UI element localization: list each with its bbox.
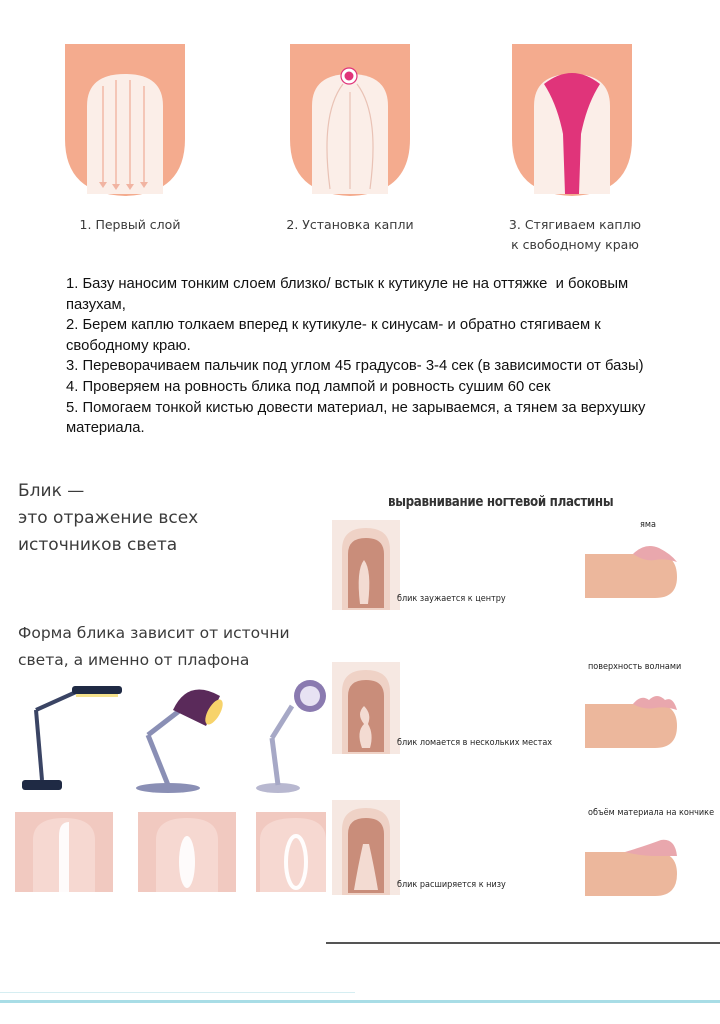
leveling-nail-label-2: блик ломается в нескольких местах <box>397 738 553 748</box>
footer-line <box>0 1000 720 1003</box>
instruction-1: 1. Базу наносим тонким слоем близко/ встык к кутикуле не на оттяжке и боковым пазухам, <box>66 276 633 313</box>
finger-side-volume-icon <box>585 822 685 902</box>
blik-line-3: источников света <box>18 535 178 555</box>
leveling-bottom-border <box>326 942 720 944</box>
blik-shape-line-1: Форма блика зависит от источни <box>18 624 290 642</box>
lamp-classic-icon <box>128 680 228 795</box>
leveling-nail-2 <box>332 662 400 754</box>
blik-shape-line-2: света, а именно от плафона <box>18 651 250 669</box>
step-3-caption-line1: 3. Стягиваем каплю <box>508 217 642 232</box>
leveling-title: выравнивание ногтевой пластины <box>388 494 614 510</box>
leveling-nail-label-3: блик расширяется к низу <box>397 880 506 890</box>
nail-highlight-architect <box>15 812 113 892</box>
lamp-architect-icon <box>14 680 124 795</box>
leveling-side-label-3: объём материала на кончике <box>588 808 715 818</box>
instruction-5: 5. Помогаем тонкой кистью довести материал, не зарываемся, а тянем за верхушку материала. <box>66 399 650 437</box>
footer-line-thin <box>0 992 355 993</box>
step-1-illustration <box>60 44 190 204</box>
leveling-nail-1 <box>332 520 400 610</box>
lamp-ring-icon <box>248 678 328 795</box>
finger-side-wave-icon <box>585 674 685 754</box>
instruction-2: 2. Берем каплю толкаем вперед к кутикуле- к синусам- и обратно стягиваем к свободному краю. <box>66 317 605 354</box>
blik-line-2: это отражение всех <box>18 508 199 528</box>
blik-line-1: Блик — <box>18 481 85 501</box>
step-3-illustration <box>507 44 637 204</box>
finger-side-pit-icon <box>585 532 685 604</box>
leveling-side-label-1: яма <box>640 520 656 530</box>
instruction-3: 3. Переворачиваем пальчик под углом 45 градусов- 3-4 сек (в зависимости от базы) <box>66 358 644 375</box>
leveling-side-label-2: поверхность волнами <box>588 662 682 672</box>
leveling-nail-label-1: блик заужается к центру <box>397 594 506 604</box>
step-2-caption: 2. Установка капли <box>286 217 414 232</box>
instruction-4: 4. Проверяем на ровность блика под лампой и ровность сушим 60 сек <box>66 378 551 395</box>
nail-highlight-classic <box>138 812 236 892</box>
blik-shape-heading <box>18 620 326 674</box>
step-2-illustration <box>285 44 415 204</box>
step-3-caption <box>490 215 660 255</box>
step-3-caption-line2: к свободному краю <box>511 237 639 252</box>
blik-heading <box>18 478 198 559</box>
instructions-list <box>66 274 666 439</box>
step-1-caption: 1. Первый слой <box>79 217 181 232</box>
leveling-nail-3 <box>332 800 400 895</box>
nail-highlight-ring <box>256 812 326 892</box>
